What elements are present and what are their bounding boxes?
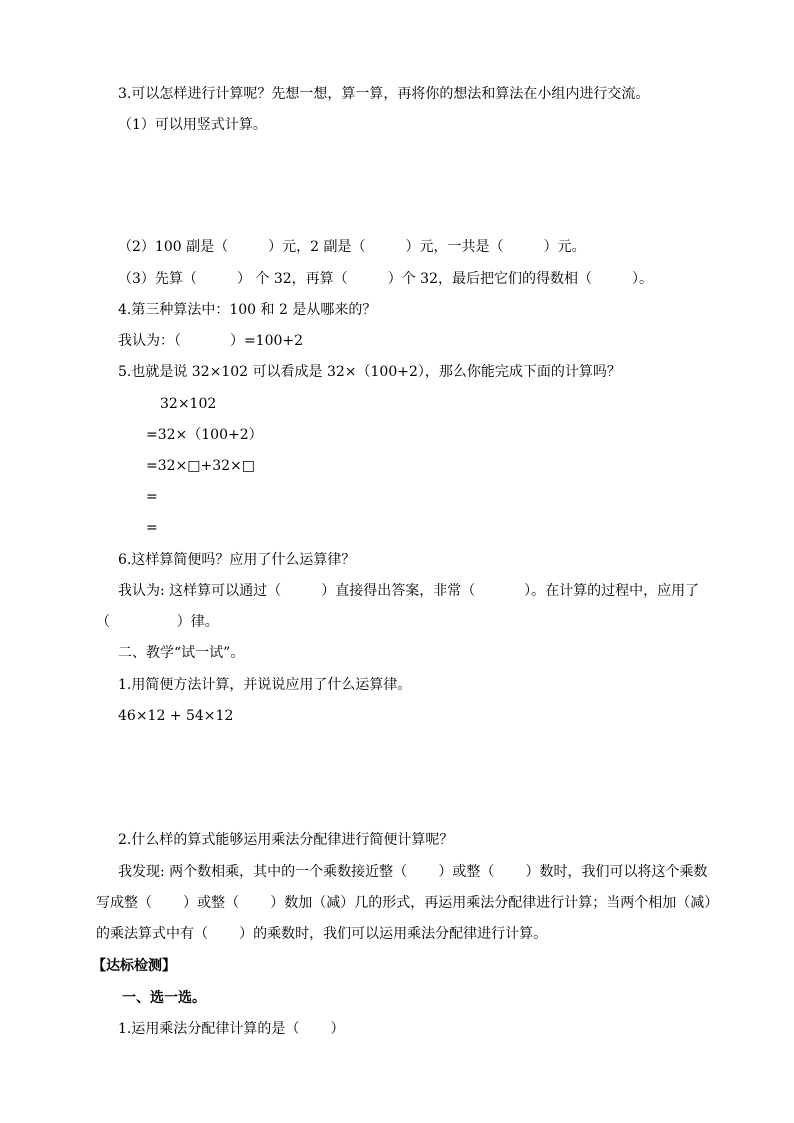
assessment-question-1: 1.运用乘法分配律计算的是（ ）	[118, 1021, 345, 1037]
question-6-answer-line2: （ ）律。	[96, 614, 219, 630]
discovery-line1: 我发现: 两个数相乘，其中的一个乘数接近整（ ）或整（ ）数时，我们可以将这个乘数	[118, 864, 708, 880]
calc-step: =32×（100+2）	[146, 427, 263, 443]
try-expression: 46×12 + 54×12	[118, 708, 234, 724]
sub-question-2: （2）100 副是（ ）元，2 副是（ ）元，一共是（ ）元。	[118, 239, 586, 255]
calc-step: =	[146, 520, 158, 536]
section-heading-try: 二、教学“试一试”。	[118, 645, 245, 661]
question-6-answer-line1: 我认为: 这样算可以通过（ ）直接得出答案，非常（ ）。在计算的过程中，应用了	[118, 583, 700, 599]
sub-question-1: （1）可以用竖式计算。	[118, 117, 267, 133]
question-3: 3.可以怎样进行计算呢？先想一想，算一算，再将你的想法和算法在小组内进行交流。	[118, 86, 650, 102]
calc-step: 32×102	[160, 396, 217, 412]
calc-step: =32×□+32×□	[146, 458, 256, 474]
try-question-2: 2.什么样的算式能够运用乘法分配律进行简便计算呢？	[118, 832, 454, 848]
question-6: 6.这样算简便吗？应用了什么运算律？	[118, 552, 356, 568]
question-5: 5.也就是说 32×102 可以看成是 32×（100+2），那么你能完成下面的计算吗？	[118, 364, 621, 380]
assessment-part-1: 一、选一选。	[122, 990, 206, 1006]
discovery-line3: 的乘法算式中有（ ）的乘数时，我们可以运用乘法分配律进行计算。	[96, 926, 548, 942]
sub-question-3: （3）先算（ ） 个 32，再算（ ）个 32，最后把它们的得数相（ ）。	[118, 271, 654, 287]
calc-step: =	[146, 489, 158, 505]
try-question-1: 1.用简便方法计算，并说说应用了什么运算律。	[118, 677, 412, 693]
question-4: 4.第三种算法中：100 和 2 是从哪来的？	[118, 302, 377, 318]
question-4-answer: 我认为：（ ）=100+2	[118, 333, 304, 349]
discovery-line2: 写成整（ ）或整（ ）数加（减）几的形式，再运用乘法分配律进行计算；当两个相加（减）	[96, 895, 719, 911]
assessment-title: 【达标检测】	[92, 958, 176, 974]
